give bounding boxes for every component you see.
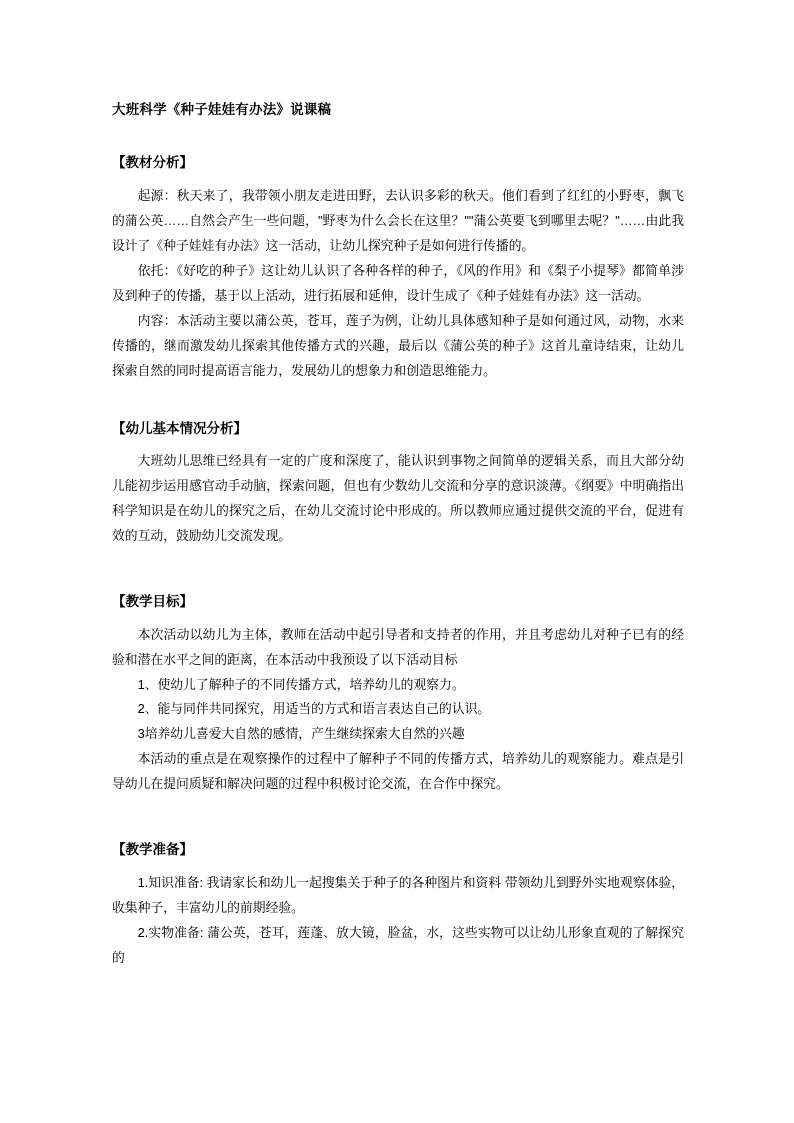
section-heading: 【教学准备】 (112, 842, 193, 858)
section-heading: 【幼儿基本情况分析】 (112, 420, 247, 436)
section-teaching-material-analysis (112, 150, 684, 383)
paragraph: 内容：本活动主要以蒲公英，苍耳，莲子为例，让幼儿具体感知种子是如何通过风，动物，水来传播的，继而激发幼儿探索其他传播方式的兴趣，最后以《蒲公英的种子》这首儿童诗结束，让幼儿探索自然的同时提高语言能力，发展幼儿的想象力和创造思维能力。 (112, 312, 684, 378)
paragraph: 本活动的重点是在观察操作的过程中了解种子不同的传播方式，培养幼儿的观察能力。难点是引导幼儿在提问质疑和解决问题的过程中积极讨论交流，在合作中探究。 (112, 751, 684, 792)
section-teaching-goals (112, 589, 684, 797)
section-spacer (112, 406, 684, 416)
paragraph: 本次活动以幼儿为主体，教师在活动中起引导者和支持者的作用，并且考虑幼儿对种子已有的经验和潜在水平之间的距离，在本活动中我预设了以下活动目标 (112, 626, 684, 667)
section-spacer (112, 819, 684, 837)
paragraph: 2、能与同伴共同探究，用适当的方式和语言表达自己的认识。 (137, 701, 491, 717)
section-heading: 【教材分析】 (112, 155, 193, 171)
section-children-situation-analysis (112, 416, 684, 549)
page-title: 大班科学《种子娃娃有办法》说课稿 (112, 102, 332, 117)
paragraph: 2.实物准备: 蒲公英，苍耳，莲蓬、放大镜，脸盆，水，这些实物可以让幼儿形象直观的了解探究的 (112, 924, 684, 965)
section-teaching-preparation (112, 837, 684, 970)
paragraph: 3培养幼儿喜爱大自然的感情，产生继续探索大自然的兴趣 (137, 726, 465, 742)
paragraph: 1.知识准备: 我请家长和幼儿一起搜集关于种子的各种图片和资料 带领幼儿到野外实地观察体验，收集种子，丰富幼儿的前期经验。 (112, 874, 684, 915)
paragraph: 大班幼儿思维已经具有一定的广度和深度了，能认识到事物之间简单的逻辑关系，而且大部分幼儿能初步运用感官动手动脑，探索问题，但也有少数幼儿交流和分享的意识淡薄。《纲要》中明确指出科学知识是在幼儿的探究之后，在幼儿交流讨论中形成的。所以教师应通过提供交流的平台，促进有效的互动，鼓励幼儿交流发现。 (112, 453, 684, 544)
paragraph: 起源：秋天来了，我带领小朋友走进田野，去认识多彩的秋天。他们看到了红红的小野枣，飘飞的蒲公英……自然会产生一些问题，"野枣为什么会长在这里？""蒲公英要飞到哪里去呢？"……由此我设计了《种子娃娃有办法》这一活动，让幼儿探究种子是如何进行传播的。 (112, 187, 684, 253)
paragraph: 1、使幼儿了解种子的不同传播方式，培养幼儿的观察力。 (137, 676, 465, 692)
section-heading: 【教学目标】 (112, 593, 193, 609)
paragraph: 依托：《好吃的种子》这让幼儿认识了各种各样的种子，《风的作用》和《梨子小提琴》都简单涉及到种子的传播，基于以上活动，进行拓展和延伸，设计生成了《种子娃娃有办法》这一活动。 (112, 262, 684, 303)
section-spacer (112, 571, 684, 589)
